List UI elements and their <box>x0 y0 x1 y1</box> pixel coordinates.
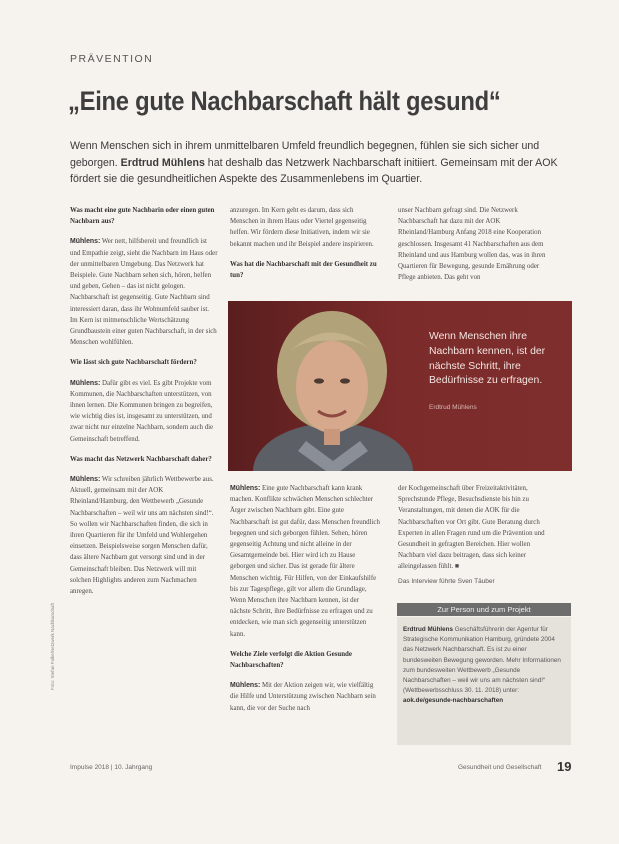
info-box-name: Erdtrud Mühlens <box>403 626 454 633</box>
column-2-lower <box>230 483 380 723</box>
info-box-title: Zur Person und zum Projekt <box>397 603 571 616</box>
section-label: PRÄVENTION <box>70 53 154 65</box>
pull-quote: Wenn Menschen ihre Nachbarn kennen, ist der nächste Schritt, ihre Bedürfnisse zu erfragen. <box>429 331 546 387</box>
speaker-label: Mühlens: <box>70 238 101 246</box>
interview-question: Was macht das Netzwerk Nachbarschaft daher? <box>70 455 212 463</box>
speaker-label: Mühlens: <box>230 682 261 690</box>
interview-question: Wie lässt sich gute Nachbarschaft fördern? <box>70 359 197 367</box>
interview-answer <box>230 483 380 640</box>
answer-text: Mit der Aktion zeigen wir, wie vielfältig die Hilfe und Unterstützung zwischen Nachbarn sein kann, die vor der Suche nach <box>230 682 376 712</box>
info-box-link[interactable]: aok.de/gesunde-nachbarschaften <box>403 697 504 705</box>
answer-text: Dafür gibt es viel. Es gibt Projekte vom Kommunen, die Nachbarschaften unterstützen, von ihnen lernen. Die Kommunen bringen zu begreifen, wie wichtig dies ist, insgesamt zu unterstützen, und zwar nicht nur einzelne Nachbarn, sondern auch die Gemeinschaft betreffend. <box>70 379 214 443</box>
info-box <box>397 617 571 745</box>
interview-question: Was hat die Nachbarschaft mit der Gesundheit zu tun? <box>230 260 377 280</box>
answer-text: Eine gute Nachbarschaft kann krank machen. Konflikte schwächen Menschen schlechter Ärger zwischen Nachbarn gibt. Eine gute Nachbarschaft ist gut dafür, dass Menschen freundlich begegnen und sich geborgen fühlen. Sehen, hören gegenseitig Achtung und nicht alleine in der Gesamtgemeinde bei. Hier wird ich zu Hause geborgen und sicher. Das ist gerade für ältere Menschen wichtig. Für Hilfen, von der Einkaufshilfe bis zur Tagespflege, gilt vor allem die Grundlage, Wenn Menschen ihre Nachbarn kennen, ist der nächste Schritt, ihre Bedürfnisse zu erfragen und zu entdecken, wie man sich gegenseitig unterstützen kann. <box>230 485 380 638</box>
interview-answer <box>398 483 548 573</box>
footer-left: Impulse 2018 | 10. Jahrgang <box>70 764 153 771</box>
answer-text: der Kochgemeinschaft über Freizeitaktivitäten, Sprechstunde Pflege, Besuchsdienste bis hin zu Veranstaltungen, mit denen die AOK für die Nachbarschaften vor Ort gibt. Gute Beratung durch Experten in allen Fragen rund um die Prävention und Gesundheit in gefragten Bereichen. Hier wollen Nachbarn viel dazu beitragen, dass sich keiner alleingelassen fühlt. ■ <box>398 485 545 571</box>
answer-text: anzuregen. Im Kern geht es darum, dass sich Menschen in ihrem Haus oder Viertel gegenseitig helfen. Wir fördern diese Initiativen, indem wir sie bekannt machen und ihr Beispiel andere inspirieren. <box>230 207 374 248</box>
column-2 <box>230 205 380 290</box>
answer-text: Wir schreiben jährlich Wettbewerbe aus. Aktuell, gemeinsam mit der AOK Rheinland/Hamburg, den Wettbewerb „Gesunde Nachbarschaften – weil wir uns am nächsten sind!“. So wollen wir Nachbarschaften finden, die sich in ihren Quartieren für ihr Umfeld und Wohlergehen einsetzen. Beispielsweise sorgen Menschen dafür, dass ältere Nachbarn gut versorgt sind und in der Gemeinschaft bleiben. Das Netzwerk will mit solchen Highlights anderen zum Nachmachen anregen. <box>70 476 214 596</box>
interview-question: Welche Ziele verfolgt die Aktion Gesunde Nachbarschaften? <box>230 650 352 670</box>
interview-answer <box>70 236 218 348</box>
answer-text: unser Nachbarn gefragt sind. Die Netzwerk Nachbarschaft hat dazu mit der AOK Rheinland/Hamburg Anfang 2018 eine Kooperation geschlossen. Insgesamt 41 Nachbarschaften aus dem Rheinland und aus Hamburg wollen das, was in ihren Quartieren für Bewegung, gesunde Ernährung oder Pflege anbieten. Das geht von <box>398 207 546 282</box>
column-1 <box>70 205 218 606</box>
speaker-label: Mühlens: <box>70 476 101 484</box>
lead-paragraph <box>70 138 570 188</box>
answer-text: Wer nett, hilfsbereit und freundlich ist und Empathie zeigt, sieht die Nachbarn im Haus oder der unmittelbaren Umgebung. Das Netzwerk hat Beispiele. Gute Nachbarn sehen sich, hören, helfen und geben, Gehen – das ist nicht gelogen. Nachbarschaft ist gegenseitig. Gute Nachbarn sind interessiert daran, dass ihr Wohnumfeld sauber ist. Im Kern ist mitmenschliche Wertschätzung Grundbaustein einer guten Nachbarschaft, in der sich Menschen wohlfühlen. <box>70 238 218 347</box>
column-3 <box>398 205 548 292</box>
interview-credit: Das Interview führte Sven Täuber <box>398 578 495 585</box>
pull-quote-author: Erdtrud Mühlens <box>429 404 477 411</box>
portrait-photo <box>228 301 572 471</box>
interview-answer <box>70 378 218 445</box>
page-number: 19 <box>557 759 572 774</box>
headline: „Eine gute Nachbarschaft hält gesund“ <box>68 86 501 116</box>
lead-part2: hat deshalb das Netzwerk Nachbarschaft initiiert. Gemeinsam mit der AOK fördert sie die gesundheitlichen Aspekte des Zusammenlebens im Quartier. <box>70 156 558 186</box>
interview-question: Was macht eine gute Nachbarin oder einen guten Nachbarn aus? <box>70 207 215 226</box>
speaker-label: Mühlens: <box>70 379 101 387</box>
lead-name: Erdtrud Mühlens <box>120 156 205 169</box>
info-box-text: Geschäftsführerin der Agentur für Strategische Kommunikation Hamburg, gründete 2004 das Netzwerk Nachbarschaft. Es ist zu einer bundesweiten Bewegung geworden. Mehr Informationen zum bundesweiten Wettbewerb „Gesunde Nachbarschaften – weil wir uns am nächsten sind!“ (Wettbewerbsschluss 30. 11. 2018) unter: <box>403 626 561 695</box>
footer-right: Gesundheit und Gesellschaft <box>458 764 542 771</box>
interview-answer <box>230 205 380 250</box>
lead-part1: Wenn Menschen sich in ihrem unmittelbaren Umfeld freundlich begegnen, fühlen sie sich sicher und geborgen. <box>70 140 540 169</box>
interview-answer <box>398 205 548 283</box>
photo-credit-vertical: Foto: Stefan Falke/Netzwerk Nachbarschaft <box>50 602 55 690</box>
interview-answer <box>70 474 218 597</box>
column-3-lower <box>398 483 548 582</box>
interview-answer <box>230 680 380 714</box>
speaker-label: Mühlens: <box>230 485 261 492</box>
face-shape <box>296 341 368 433</box>
